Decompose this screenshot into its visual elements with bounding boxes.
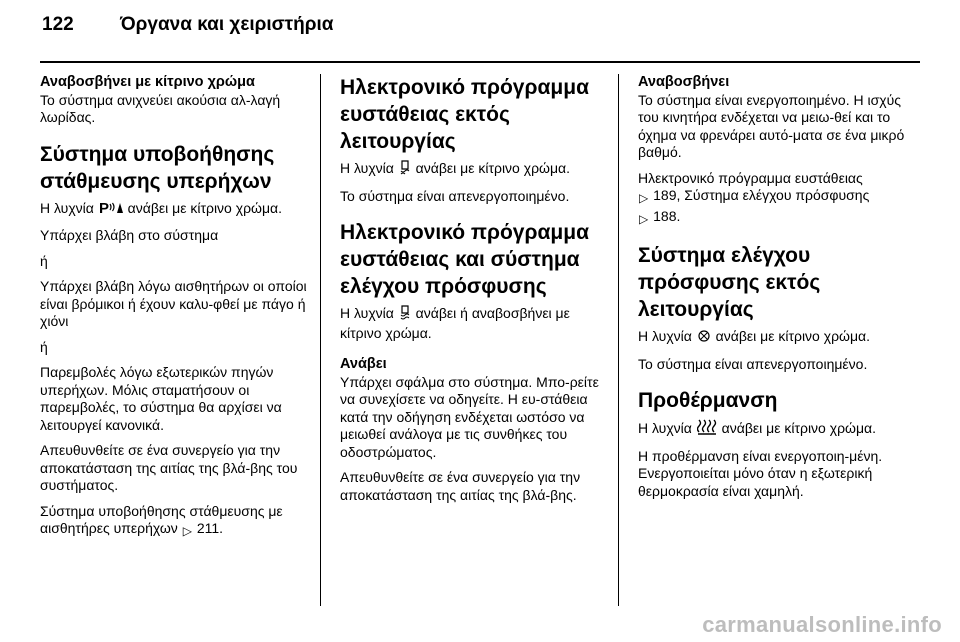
section-heading-parking-assist: Σύστημα υποβοήθησης στάθμευσης υπερήχων [40, 142, 275, 193]
paragraph: Σύστημα υποβοήθησης στάθμευσης με αισθητήρες υπερήχων ▷ 211. [40, 503, 310, 541]
reference-arrow-icon: ▷ [639, 211, 649, 226]
paragraph: ή [40, 338, 48, 355]
column-divider [618, 74, 619, 606]
paragraph: Η προθέρμανση είναι ενεργοποιη-μένη. Ενεργοποιείται μόνο όταν η εξωτερική θερμοκρασία είναι χαμηλή. [638, 447, 883, 499]
column-2 [340, 74, 606, 512]
svg-text:P: P [98, 199, 109, 215]
page-number: 122 [42, 14, 74, 35]
paragraph: Η λυχνία ανάβει με κίτρινο χρώμα. [638, 419, 918, 440]
paragraph: Η λυχνία ανάβει ή αναβοσβήνει με κίτρινο χρώμα. [340, 305, 570, 341]
watermark: carmanualsonline.info [702, 612, 942, 637]
section-heading-esc-tc: Ηλεκτρονικό πρόγραμμα ευστάθειας και σύστημα ελέγχου πρόσφυσης [340, 221, 589, 298]
paragraph: Ηλεκτρονικό πρόγραμμα ευστάθειας ▷ 189, Σύστημα ελέγχου πρόσφυσης ▷ 188. [638, 170, 918, 229]
paragraph: Η λυχνία P ανάβει με κίτρινο χρώμα. [40, 200, 310, 220]
paragraph: Απευθυνθείτε σε ένα συνεργείο για την αποκατάσταση της αιτίας της βλά-βης του συστήματος. [40, 442, 298, 493]
esc-off-icon [399, 160, 411, 180]
reference-arrow-icon: ▷ [182, 524, 192, 538]
section-heading-preheating: Προθέρμανση [638, 389, 778, 412]
esc-icon [399, 305, 411, 325]
section-heading-esc-off: Ηλεκτρονικό πρόγραμμα ευστάθειας εκτός λειτουργίας [340, 76, 589, 153]
page-header [42, 14, 333, 48]
parking-sensor-icon [99, 200, 123, 220]
column-divider [320, 74, 321, 606]
glow-plug-icon [697, 419, 717, 440]
paragraph: Υπάρχει σφάλμα στο σύστημα. Μπο-ρείτε να συνεχίσετε να οδηγείτε. Η ευ-στάθεια κατά την οδήγηση ενδέχεται ωστόσο να μειωθεί ανάλογα με τις συνθήκες του οδοστρώματος. [340, 373, 599, 460]
paragraph: Απευθυνθείτε σε ένα συνεργείο για την αποκατάσταση της αιτίας της βλά-βης. [340, 469, 581, 503]
page-reference-link[interactable]: 211. [196, 520, 224, 536]
subheading-flashing: Αναβοσβήνει [638, 74, 730, 90]
paragraph: Η λυχνία ανάβει με κίτρινο χρώμα. [340, 160, 606, 180]
subheading-flashing-yellow: Αναβοσβήνει με κίτρινο χρώμα [40, 74, 255, 90]
reference-arrow-icon: ▷ [639, 191, 649, 205]
paragraph: ή [40, 252, 48, 269]
paragraph: Το σύστημα ανιχνεύει ακούσια αλ-λαγή λωρίδας. [40, 91, 281, 125]
paragraph: Το σύστημα είναι απενεργοποιημένο. [340, 187, 570, 204]
page-title: Όργανα και χειριστήρια [120, 14, 334, 35]
paragraph: Το σύστημα είναι απενεργοποιημένο. [638, 355, 868, 372]
column-3 [638, 74, 918, 508]
paragraph: Παρεμβολές λόγω εξωτερικών πηγών υπερήχων. Μόλις σταματήσουν οι παρεμβολές, το σύστημα θα αρχίσει να λειτουργεί κανονικά. [40, 364, 282, 433]
traction-control-off-icon [697, 328, 711, 348]
paragraph: Υπάρχει βλάβη στο σύστημα [40, 227, 219, 243]
header-divider [40, 61, 920, 63]
paragraph: Το σύστημα είναι ενεργοποιημένο. Η ισχύς του κινητήρα ενδέχεται να μειω-θεί και το όχημα να φρενάρει αυτό-ματα σε ένα μικρό βαθμό. [638, 91, 905, 160]
paragraph: Υπάρχει βλάβη λόγω αισθητήρων οι οποίοι είναι βρόμικοι ή έχουν καλυ-φθεί με πάγο ή χιόνι [40, 278, 307, 329]
subheading-on: Ανάβει [340, 356, 387, 372]
column-1 [40, 74, 310, 549]
page-reference-link[interactable]: 189, Σύστημα ελέγχου πρόσφυσης [653, 187, 870, 203]
paragraph: Η λυχνία ανάβει με κίτρινο χρώμα. [638, 328, 918, 348]
page-reference-link[interactable]: 188. [653, 207, 681, 224]
section-heading-tc-off: Σύστημα ελέγχου πρόσφυσης εκτός λειτουργίας [638, 244, 821, 321]
